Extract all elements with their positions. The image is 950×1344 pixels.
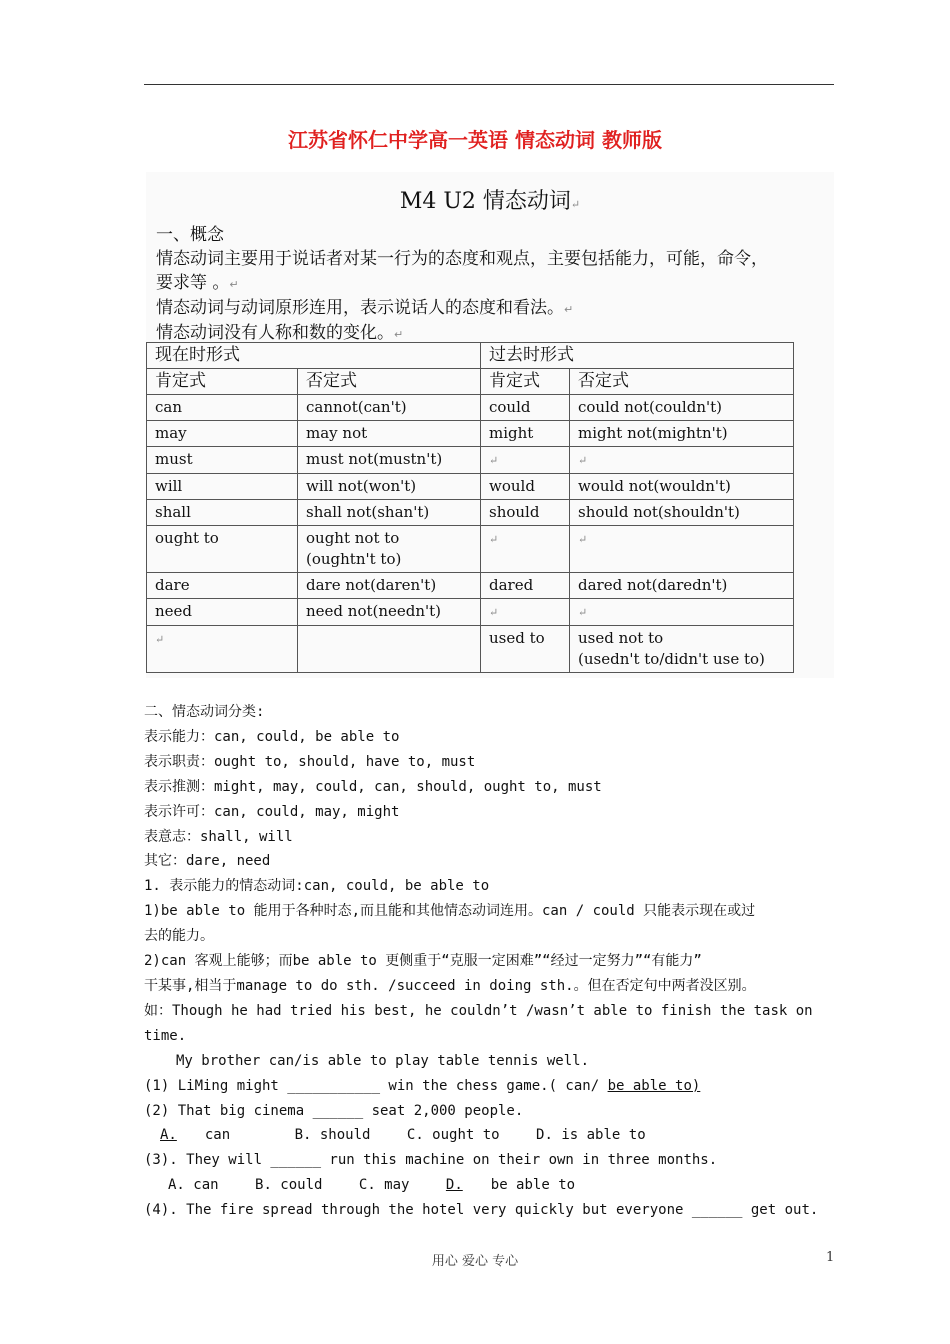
list-item: 表示许可：can, could, may, might: [144, 803, 400, 820]
options: [144, 1123, 836, 1148]
cell: should: [481, 500, 570, 526]
example: 如：Though he had tried his best, he couldn’t /wasn’t able to finish the task on: [144, 1002, 813, 1019]
header-affirm: 肯定式: [481, 369, 570, 395]
scan-title-text: M4 U2 情态动词: [399, 189, 571, 214]
cell: dared: [481, 573, 570, 599]
scan-title: [146, 184, 834, 215]
answer: be able to): [607, 1077, 701, 1094]
return-mark: ↵: [229, 278, 239, 291]
return-mark: ↵: [489, 454, 499, 467]
footer-motto: 用心 爱心 专心: [431, 1254, 519, 1269]
list-item: 表示推测：might, may, could, can, should, ought to, must: [144, 778, 602, 795]
scan-line-text: 要求等 。: [156, 273, 230, 293]
table-row: [147, 395, 794, 421]
return-mark: ↵: [578, 606, 588, 619]
header-past: 过去时形式: [481, 343, 794, 369]
cell: [570, 626, 794, 673]
cell: need: [147, 599, 298, 626]
paragraph: 1)be able to 能用于各种时态,而且能和其他情态动词连用。can / could 只能表示现在或过: [144, 903, 756, 920]
cell: must: [147, 447, 298, 474]
cell: shall: [147, 500, 298, 526]
cell: will: [147, 474, 298, 500]
table-row: [147, 573, 794, 599]
return-mark: ↵: [578, 454, 588, 467]
option-text: be able to: [490, 1177, 576, 1194]
question: (3). They will ______ run this machine on their own in three months.: [144, 1152, 718, 1169]
cell: cannot(can't): [298, 395, 481, 421]
option: A. can: [168, 1177, 219, 1194]
scan-line: [156, 220, 224, 245]
cell: used to: [481, 626, 570, 673]
cell-line: (oughtn't to): [306, 550, 402, 568]
cell: [570, 447, 794, 474]
cell: ought to: [147, 526, 298, 573]
cell: dare: [147, 573, 298, 599]
return-mark: ↵: [578, 533, 588, 546]
paragraph: 去的能力。: [144, 928, 214, 945]
return-mark: ↵: [489, 533, 499, 546]
header-present: 现在时形式: [147, 343, 481, 369]
section-heading: 二、情态动词分类:: [144, 704, 265, 720]
question: [144, 1074, 836, 1099]
table-row: [147, 626, 794, 673]
cell: [147, 626, 298, 673]
cell: might: [481, 421, 570, 447]
return-mark: ↵: [564, 303, 574, 316]
table-row: [147, 500, 794, 526]
options: [144, 1173, 836, 1198]
table-row: [147, 474, 794, 500]
cell: [298, 626, 481, 673]
paragraph: 2)can 客观上能够；而be able to 更侧重于“克服一定困难”“经过一定努力”“有能力”: [144, 953, 702, 970]
scan-line-text: 情态动词与动词原形连用，表示说话人的态度和看法。: [156, 298, 564, 318]
cell: [570, 599, 794, 626]
option: [160, 1123, 258, 1148]
header-negative: 否定式: [570, 369, 794, 395]
cell: [298, 526, 481, 573]
option: C. ought to: [406, 1127, 500, 1144]
option: [446, 1173, 603, 1198]
cell: must not(mustn't): [298, 447, 481, 474]
question-text: (1) LiMing might ___________ win the chess game.( can/: [144, 1077, 608, 1094]
header-affirm: 肯定式: [147, 369, 298, 395]
header-negative: 否定式: [298, 369, 481, 395]
return-mark: ↵: [155, 633, 165, 646]
scan-line: [156, 318, 403, 343]
table-row: [147, 526, 794, 573]
table-subheader-row: [147, 369, 794, 395]
cell: [481, 447, 570, 474]
table-header-row: [147, 343, 794, 369]
cell: need not(needn't): [298, 599, 481, 626]
cell: may: [147, 421, 298, 447]
example: My brother can/is able to play table tennis well.: [176, 1052, 590, 1069]
cell: might not(mightn't): [570, 421, 794, 447]
question: (4). The fire spread through the hotel very quickly but everyone ______ get out.: [144, 1202, 819, 1219]
top-rule: [144, 84, 834, 85]
point-heading: 1. 表示能力的情态动词:can, could, be able to: [144, 878, 490, 895]
scan-line-text: 情态动词没有人称和数的变化。: [156, 323, 394, 343]
table-row: [147, 447, 794, 474]
list-item: 其它：dare, need: [144, 853, 271, 870]
cell: should not(shouldn't): [570, 500, 794, 526]
answer: A.: [160, 1127, 177, 1144]
table-row: [147, 599, 794, 626]
cell: could: [481, 395, 570, 421]
option-text: can: [204, 1127, 231, 1144]
cell: [481, 599, 570, 626]
cell: [570, 526, 794, 573]
option: C. may: [358, 1177, 410, 1194]
cell: may not: [298, 421, 481, 447]
cell: shall not(shan't): [298, 500, 481, 526]
scan-line: [156, 268, 239, 293]
answer: D.: [445, 1177, 463, 1194]
list-item: 表示能力：can, could, be able to: [144, 728, 400, 745]
scanned-figure: [146, 172, 834, 678]
option: B. could: [255, 1177, 323, 1194]
cell-line: ought not to: [306, 529, 400, 547]
option: B. should: [294, 1127, 371, 1144]
cell: will not(won't): [298, 474, 481, 500]
modal-forms-table: [146, 342, 794, 673]
cell-line: (usedn't to/didn't use to): [578, 650, 765, 668]
return-mark: ↵: [489, 606, 499, 619]
return-mark: ↵: [570, 198, 581, 211]
table-row: [147, 421, 794, 447]
scan-line: [156, 293, 573, 318]
cell: would not(wouldn't): [570, 474, 794, 500]
cell-line: used not to: [578, 629, 664, 647]
return-mark: ↵: [394, 328, 404, 341]
cell: dare not(daren't): [298, 573, 481, 599]
page-number: 1: [826, 1250, 835, 1265]
cell: could not(couldn't): [570, 395, 794, 421]
scan-line-text: 一、概念: [156, 225, 224, 245]
cell: would: [481, 474, 570, 500]
scan-line: [156, 244, 768, 269]
list-item: 表意志：shall, will: [144, 828, 293, 845]
cell: can: [147, 395, 298, 421]
example: time.: [144, 1027, 187, 1044]
body-text: [144, 700, 836, 1223]
scan-line-text: 情态动词主要用于说话者对某一行为的态度和观点，主要包括能力，可能，命令，: [156, 249, 768, 269]
cell: dared not(daredn't): [570, 573, 794, 599]
paragraph: 干某事,相当于manage to do sth. /succeed in doing sth.。但在否定句中两者没区别。: [144, 977, 756, 994]
question: (2) That big cinema ______ seat 2,000 people.: [144, 1102, 524, 1119]
cell: [481, 526, 570, 573]
list-item: 表示职责：ought to, should, have to, must: [144, 753, 476, 770]
option: D. is able to: [536, 1127, 646, 1144]
page-title: 江苏省怀仁中学高一英语 情态动词 教师版: [288, 128, 662, 152]
